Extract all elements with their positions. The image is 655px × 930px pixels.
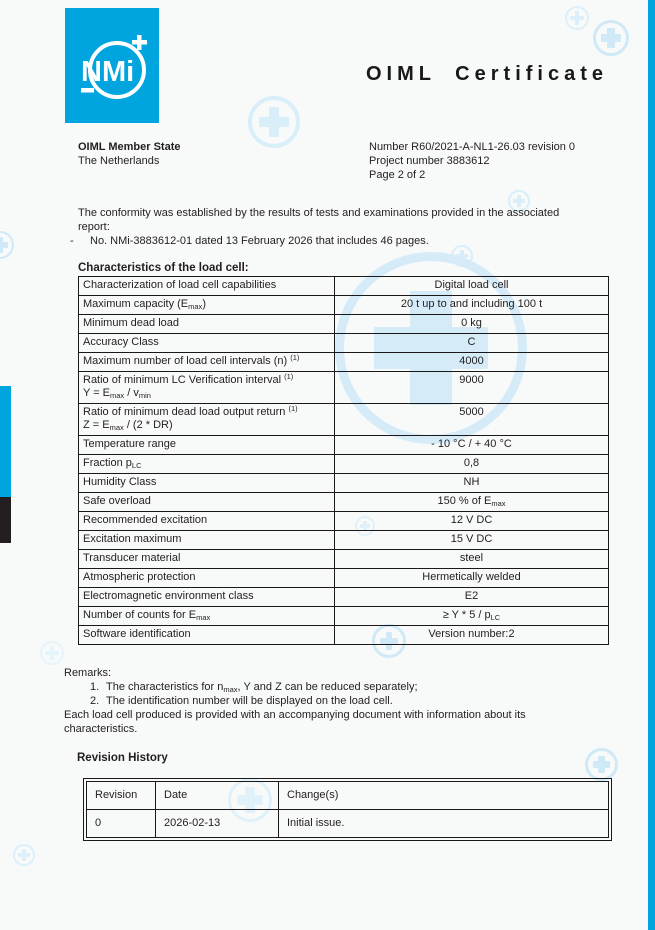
characteristic-label: Recommended excitation: [79, 512, 335, 531]
characteristic-value: ≥ Y * $5 / p_{LC}$: [335, 607, 609, 626]
page-edge-strip-left-dark: [0, 497, 11, 543]
revision-column-header: Change(s): [279, 782, 609, 810]
characteristic-row: [79, 455, 609, 474]
characteristic-row: [79, 474, 609, 493]
characteristic-label: Excitation maximum: [79, 531, 335, 550]
revision-history-table-body: [87, 782, 609, 838]
certificate-number: Number R60/2021-A-NL1-26.03 revision 0: [369, 141, 576, 153]
characteristic-label: Temperature range: [79, 436, 335, 455]
member-state-label: OIML Member State: [78, 141, 181, 153]
revision-cell: 2026-02-13: [156, 810, 279, 838]
characteristic-row: [79, 334, 609, 353]
characteristic-label: Accuracy Class: [79, 334, 335, 353]
characteristic-label: Maximum number of load cell intervals (n) $^{(1)}$: [79, 353, 335, 372]
remark-item: [64, 680, 612, 694]
remark-text: The characteristics for $n_{max}$, Y and Z can be reduced separately;: [106, 681, 418, 694]
characteristic-row: [79, 296, 609, 315]
plus-circle-watermark: [593, 20, 629, 56]
plus-circle-watermark: [0, 231, 14, 259]
revision-row: [87, 810, 609, 838]
characteristic-row: [79, 512, 609, 531]
characteristic-value: Hermetically welded: [335, 569, 609, 588]
characteristic-row: [79, 569, 609, 588]
revision-cell: 0: [87, 810, 156, 838]
remark-number: 2.: [90, 695, 100, 707]
characteristics-table-body: [79, 277, 609, 645]
remark-number: 1.: [90, 681, 100, 693]
remarks-block: [64, 666, 612, 736]
plus-circle-watermark: [248, 96, 300, 148]
characteristic-label: Transducer material: [79, 550, 335, 569]
characteristic-value: steel: [335, 550, 609, 569]
characteristic-row: [79, 550, 609, 569]
remarks-list: [64, 680, 612, 708]
characteristic-row: [79, 404, 609, 436]
revision-header-row: [87, 782, 609, 810]
project-number: Project number 3883612: [369, 155, 490, 167]
plus-circle-watermark: [565, 6, 589, 30]
characteristic-value: E2: [335, 588, 609, 607]
characteristic-row: [79, 588, 609, 607]
characteristics-table: [78, 276, 609, 645]
characteristic-value: Version number:2: [335, 626, 609, 645]
characteristic-value: 20 t up to and including 100 t: [335, 296, 609, 315]
characteristic-row: [79, 493, 609, 512]
page-edge-strip-right: [648, 0, 655, 930]
member-state-value: The Netherlands: [78, 155, 160, 167]
nmi-logo-text: NMi: [81, 56, 135, 88]
characteristic-value: 0,8: [335, 455, 609, 474]
characteristic-label: Software identification: [79, 626, 335, 645]
characteristic-value: 12 V DC: [335, 512, 609, 531]
characteristic-label: Safe overload: [79, 493, 335, 512]
remarks-footer: Each load cell produced is provided with an accompanying document with information about its characteristics.: [64, 709, 526, 735]
revision-column-header: Revision: [87, 782, 156, 810]
remarks-heading: Remarks:: [64, 667, 112, 679]
page-number: Page 2 of 2: [369, 169, 426, 181]
characteristic-row: [79, 315, 609, 334]
characteristic-value: 5000: [335, 404, 609, 436]
characteristic-value: NH: [335, 474, 609, 493]
revision-column-header: Date: [156, 782, 279, 810]
characteristic-value: Digital load cell: [335, 277, 609, 296]
certificate-meta-block: [369, 140, 575, 182]
characteristic-label: Fraction $p_{LC}$: [79, 455, 335, 474]
characteristic-row: [79, 277, 609, 296]
characteristic-label: Ratio of minimum LC Verification interval $^{(1)}$ $Y = E_{max} / v_{min}$: [79, 372, 335, 404]
characteristic-value: C: [335, 334, 609, 353]
characteristic-row: [79, 353, 609, 372]
characteristic-row: [79, 607, 609, 626]
revision-history-heading: Revision History: [77, 752, 168, 764]
characteristics-heading: Characteristics of the load cell:: [78, 262, 249, 274]
plus-circle-watermark: [40, 641, 64, 665]
characteristic-label: Number of counts for $E_{max}$: [79, 607, 335, 626]
characteristic-value: 9000: [335, 372, 609, 404]
revision-history-table: [83, 778, 612, 841]
characteristic-value: 4000: [335, 353, 609, 372]
characteristic-label: Characterization of load cell capabilities: [79, 277, 335, 296]
report-bullet: [70, 234, 610, 248]
characteristic-label: Atmospheric protection: [79, 569, 335, 588]
characteristic-label: Minimum dead load: [79, 315, 335, 334]
nmi-logo-icon: [65, 8, 159, 123]
characteristic-label: Electromagnetic environment class: [79, 588, 335, 607]
characteristic-label: Humidity Class: [79, 474, 335, 493]
remark-item: [64, 694, 612, 708]
remark-text: The identification number will be displayed on the load cell.: [106, 695, 393, 707]
page-title: OIML Certificate: [366, 63, 608, 85]
plus-circle-watermark: [13, 844, 35, 866]
characteristic-row: [79, 372, 609, 404]
report-reference: No. NMi-3883612-01 dated 13 February 2026 that includes 46 pages.: [90, 235, 429, 247]
characteristic-row: [79, 436, 609, 455]
characteristic-row: [79, 531, 609, 550]
member-state-block: [78, 140, 181, 168]
revision-cell: Initial issue.: [279, 810, 609, 838]
bullet-dash: -: [70, 235, 74, 247]
characteristic-label: Ratio of minimum dead load output return $^{(1)}$ $Z = E_{max} / (2 * DR)$: [79, 404, 335, 436]
characteristic-row: [79, 626, 609, 645]
plus-circle-watermark: [585, 748, 618, 781]
characteristic-value: 15 V DC: [335, 531, 609, 550]
characteristic-label: Maximum capacity $(E_{max})$: [79, 296, 335, 315]
conformity-paragraph: The conformity was established by the results of tests and examinations provided in the associated report:: [78, 207, 560, 233]
characteristic-value: - 10 °C / + 40 °C: [335, 436, 609, 455]
nmi-logo: [65, 8, 159, 123]
characteristic-value: 150 % of $E_{max}$: [335, 493, 609, 512]
page-edge-strip-left-cyan: [0, 386, 11, 497]
characteristic-value: 0 kg: [335, 315, 609, 334]
